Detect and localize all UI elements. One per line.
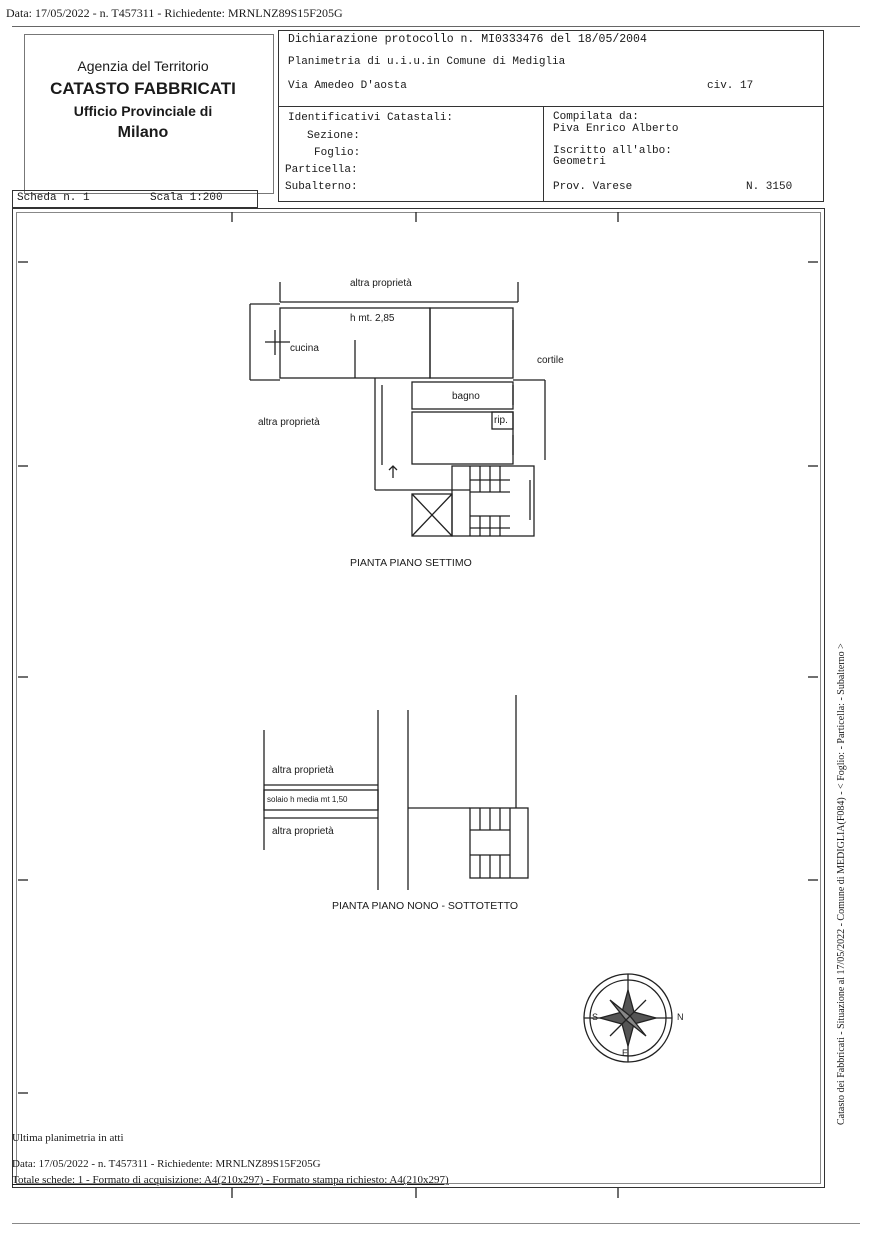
label-altra-2: altra proprietà: [272, 826, 334, 837]
compilata-nome: Piva Enrico Alberto: [553, 123, 679, 135]
label-solaio: solaio h media mt 1,50: [267, 795, 348, 804]
foglio: Foglio:: [314, 147, 361, 159]
compass-e: E: [622, 1048, 629, 1058]
civico: civ. 17: [707, 80, 754, 92]
identificativi: Identificativi Catastali:: [288, 112, 454, 124]
top-header: Data: 17/05/2022 - n. T457311 - Richiedente: MRNLNZ89S15F205G: [6, 6, 343, 20]
label-altra-1: altra proprietà: [272, 765, 334, 776]
ufficio-city: Milano: [117, 124, 169, 141]
footer-ultima: Ultima planimetria in atti: [12, 1132, 124, 1144]
iscritto-label: Iscritto all'albo:: [553, 145, 672, 157]
indirizzo: Via Amedeo D'aosta: [288, 80, 407, 92]
compilata-label: Compilata da:: [553, 111, 639, 123]
side-vertical-text: Catasto dei Fabbricati - Situazione al 17/05/2022 - Comune di MEDIGLIA(F084) - < Foglio: - Particella: - Subalterno >: [836, 643, 847, 1125]
label-cucina: cucina: [290, 343, 319, 354]
planimetria: Planimetria di u.i.u.in Comune di Mediglia: [288, 56, 566, 68]
compass-n: N: [677, 1012, 684, 1022]
particella: Particella:: [285, 164, 358, 176]
label-rip: rip.: [494, 415, 508, 426]
scala: Scala 1:200: [150, 192, 223, 204]
prov: Prov. Varese: [553, 181, 633, 193]
label-bagno: bagno: [452, 391, 480, 402]
ufficio-label: Ufficio Provinciale di: [73, 103, 213, 119]
label-altra-left: altra proprietà: [258, 417, 320, 428]
scheda-numero: Scheda n. 1: [17, 192, 90, 204]
agency-name: Agenzia del Territorio: [77, 58, 209, 74]
dichiarazione: Dichiarazione protocollo n. MI0333476 del 18/05/2004: [288, 33, 647, 46]
bottom-rule: [12, 1223, 860, 1224]
title-piano-settimo: PIANTA PIANO SETTIMO: [350, 557, 472, 569]
label-cortile: cortile: [537, 355, 564, 366]
footer-totale: Totale schede: 1 - Formato di acquisizione: A4(210x297) - Formato stampa richiesto: A4(210x297): [12, 1174, 449, 1186]
title-piano-nono: PIANTA PIANO NONO - SOTTOTETTO: [332, 900, 519, 912]
footer-data: Data: 17/05/2022 - n. T457311 - Richiedente: MRNLNZ89S15F205G: [12, 1158, 321, 1170]
catasto-title: CATASTO FABBRICATI: [50, 79, 236, 98]
iscritto-valore: Geometri: [553, 156, 606, 168]
label-altezza: h mt. 2,85: [350, 313, 395, 324]
subalterno: Subalterno:: [285, 181, 358, 193]
label-altra-top: altra proprietà: [350, 278, 412, 289]
numero-albo: N. 3150: [746, 181, 793, 193]
sezione: Sezione:: [307, 130, 360, 142]
compass-s: S: [592, 1012, 599, 1022]
